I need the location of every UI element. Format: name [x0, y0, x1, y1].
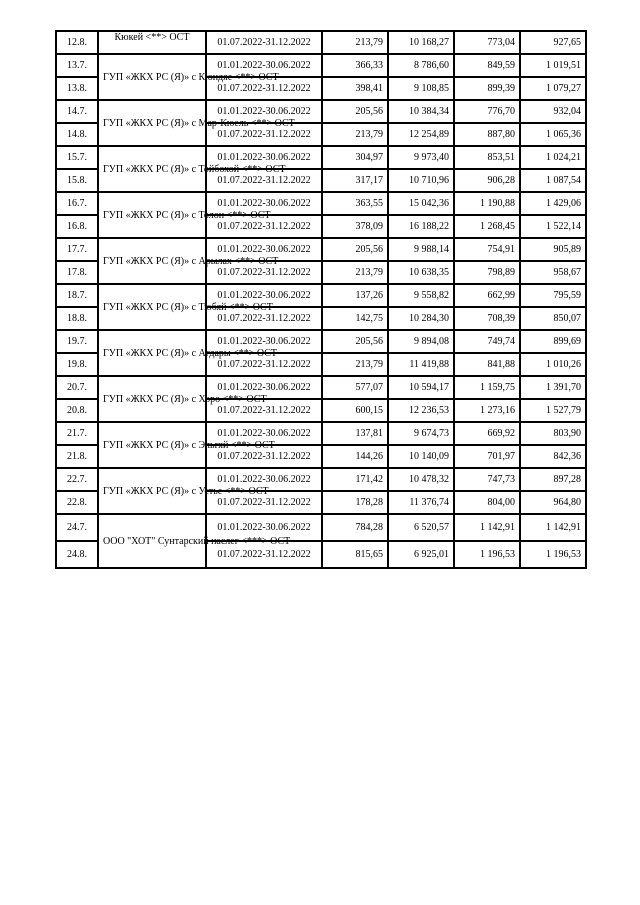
- value-cell-4: 899,69: [520, 330, 586, 353]
- value-cell-3: 1 273,16: [454, 399, 520, 422]
- row-number-cell: 12.8.: [56, 31, 98, 54]
- period-cell: 01.01.2022-30.06.2022: [206, 330, 322, 353]
- period-cell: 01.07.2022-31.12.2022: [206, 169, 322, 192]
- row-number-cell: 17.7.: [56, 238, 98, 261]
- value-cell-1: 304,97: [322, 146, 388, 169]
- value-cell-4: 932,04: [520, 100, 586, 123]
- value-cell-4: 1 087,54: [520, 169, 586, 192]
- value-cell-4: 958,67: [520, 261, 586, 284]
- period-cell: 01.07.2022-31.12.2022: [206, 261, 322, 284]
- row-number-cell: 19.8.: [56, 353, 98, 376]
- value-cell-3: 708,39: [454, 307, 520, 330]
- period-cell: 01.07.2022-31.12.2022: [206, 353, 322, 376]
- row-number-cell: 14.8.: [56, 123, 98, 146]
- period-cell: 01.01.2022-30.06.2022: [206, 468, 322, 491]
- value-cell-4: 803,90: [520, 422, 586, 445]
- table-row: [56, 284, 586, 307]
- period-cell: 01.01.2022-30.06.2022: [206, 100, 322, 123]
- value-cell-1: 213,79: [322, 123, 388, 146]
- value-cell-4: 1 010,26: [520, 353, 586, 376]
- value-cell-2: 6 520,57: [388, 514, 454, 541]
- value-cell-1: 144,26: [322, 445, 388, 468]
- value-cell-2: 9 558,82: [388, 284, 454, 307]
- value-cell-3: 804,00: [454, 491, 520, 514]
- period-cell: 01.07.2022-31.12.2022: [206, 31, 322, 54]
- organization-cell: ГУП «ЖКХ РС (Я)» с Эльгяй <**> ОСТ: [98, 422, 206, 468]
- period-cell: 01.07.2022-31.12.2022: [206, 445, 322, 468]
- row-number-cell: 19.7.: [56, 330, 98, 353]
- value-cell-3: 749,74: [454, 330, 520, 353]
- value-cell-4: 964,80: [520, 491, 586, 514]
- table-row: [56, 146, 586, 169]
- value-cell-4: 1 024,21: [520, 146, 586, 169]
- value-cell-3: 662,99: [454, 284, 520, 307]
- row-number-cell: 24.7.: [56, 514, 98, 541]
- value-cell-2: 10 384,34: [388, 100, 454, 123]
- period-cell: 01.07.2022-31.12.2022: [206, 123, 322, 146]
- value-cell-1: 366,33: [322, 54, 388, 77]
- table-row: [56, 54, 586, 77]
- value-cell-1: 137,81: [322, 422, 388, 445]
- organization-cell: ГУП «ЖКХ РС (Я)» с Кюндяе <**> ОСТ: [98, 54, 206, 100]
- value-cell-4: 1 079,27: [520, 77, 586, 100]
- value-cell-2: 10 594,17: [388, 376, 454, 399]
- value-cell-3: 747,73: [454, 468, 520, 491]
- value-cell-3: 899,39: [454, 77, 520, 100]
- organization-cell: ГУП «ЖКХ РС (Я)» с Агдары <**> ОСТ: [98, 330, 206, 376]
- value-cell-1: 205,56: [322, 100, 388, 123]
- value-cell-3: 754,91: [454, 238, 520, 261]
- table-row: [56, 468, 586, 491]
- value-cell-4: 1 522,14: [520, 215, 586, 238]
- value-cell-1: 378,09: [322, 215, 388, 238]
- period-cell: 01.01.2022-30.06.2022: [206, 422, 322, 445]
- period-cell: 01.07.2022-31.12.2022: [206, 77, 322, 100]
- value-cell-1: 171,42: [322, 468, 388, 491]
- value-cell-1: 600,15: [322, 399, 388, 422]
- value-cell-3: 776,70: [454, 100, 520, 123]
- value-cell-3: 841,88: [454, 353, 520, 376]
- row-number-cell: 18.8.: [56, 307, 98, 330]
- row-number-cell: 16.7.: [56, 192, 98, 215]
- value-cell-1: 178,28: [322, 491, 388, 514]
- value-cell-4: 850,07: [520, 307, 586, 330]
- value-cell-2: 15 042,36: [388, 192, 454, 215]
- value-cell-1: 784,28: [322, 514, 388, 541]
- value-cell-4: 1 196,53: [520, 541, 586, 568]
- value-cell-4: 1 019,51: [520, 54, 586, 77]
- value-cell-1: 213,79: [322, 31, 388, 54]
- value-cell-2: 9 894,08: [388, 330, 454, 353]
- period-cell: 01.07.2022-31.12.2022: [206, 399, 322, 422]
- value-cell-4: 1 429,06: [520, 192, 586, 215]
- value-cell-1: 577,07: [322, 376, 388, 399]
- row-number-cell: 13.7.: [56, 54, 98, 77]
- value-cell-2: 12 254,89: [388, 123, 454, 146]
- value-cell-1: 142,75: [322, 307, 388, 330]
- period-cell: 01.07.2022-31.12.2022: [206, 541, 322, 568]
- value-cell-1: 137,26: [322, 284, 388, 307]
- table-row: [56, 31, 586, 54]
- row-number-cell: 18.7.: [56, 284, 98, 307]
- value-cell-2: 11 376,74: [388, 491, 454, 514]
- value-cell-2: 6 925,01: [388, 541, 454, 568]
- table-row: [56, 376, 586, 399]
- period-cell: 01.07.2022-31.12.2022: [206, 307, 322, 330]
- organization-cell: ГУП «ЖКХ РС (Я)» с Арылах <**> ОСТ: [98, 238, 206, 284]
- row-number-cell: 15.8.: [56, 169, 98, 192]
- period-cell: 01.01.2022-30.06.2022: [206, 376, 322, 399]
- value-cell-3: 1 268,45: [454, 215, 520, 238]
- value-cell-2: 9 973,40: [388, 146, 454, 169]
- value-cell-3: 1 196,53: [454, 541, 520, 568]
- organization-cell: ГУП «ЖКХ РС (Я)» с Устье <**> ОСТ: [98, 468, 206, 514]
- period-cell: 01.07.2022-31.12.2022: [206, 491, 322, 514]
- value-cell-4: 905,89: [520, 238, 586, 261]
- period-cell: 01.01.2022-30.06.2022: [206, 192, 322, 215]
- row-number-cell: 20.8.: [56, 399, 98, 422]
- value-cell-3: 1 159,75: [454, 376, 520, 399]
- tariff-table: [55, 30, 587, 569]
- value-cell-4: 842,36: [520, 445, 586, 468]
- row-number-cell: 21.8.: [56, 445, 98, 468]
- table-row: [56, 514, 586, 541]
- row-number-cell: 15.7.: [56, 146, 98, 169]
- table-row: [56, 330, 586, 353]
- row-number-cell: 16.8.: [56, 215, 98, 238]
- value-cell-4: 1 142,91: [520, 514, 586, 541]
- value-cell-4: 795,59: [520, 284, 586, 307]
- value-cell-3: 853,51: [454, 146, 520, 169]
- value-cell-2: 10 478,32: [388, 468, 454, 491]
- value-cell-2: 10 168,27: [388, 31, 454, 54]
- organization-cell: ГУП «ЖКХ РС (Я)» с Тойбохой <**> ОСТ: [98, 146, 206, 192]
- table-row: [56, 422, 586, 445]
- value-cell-1: 213,79: [322, 353, 388, 376]
- row-number-cell: 17.8.: [56, 261, 98, 284]
- value-cell-3: 1 190,88: [454, 192, 520, 215]
- value-cell-3: 1 142,91: [454, 514, 520, 541]
- value-cell-4: 1 065,36: [520, 123, 586, 146]
- row-number-cell: 13.8.: [56, 77, 98, 100]
- period-cell: 01.01.2022-30.06.2022: [206, 54, 322, 77]
- period-cell: 01.01.2022-30.06.2022: [206, 284, 322, 307]
- value-cell-4: 1 527,79: [520, 399, 586, 422]
- period-cell: 01.07.2022-31.12.2022: [206, 215, 322, 238]
- table-row: [56, 192, 586, 215]
- value-cell-1: 205,56: [322, 238, 388, 261]
- value-cell-3: 849,59: [454, 54, 520, 77]
- value-cell-2: 10 710,96: [388, 169, 454, 192]
- value-cell-4: 1 391,70: [520, 376, 586, 399]
- value-cell-2: 16 188,22: [388, 215, 454, 238]
- value-cell-1: 815,65: [322, 541, 388, 568]
- value-cell-3: 887,80: [454, 123, 520, 146]
- period-cell: 01.01.2022-30.06.2022: [206, 514, 322, 541]
- value-cell-3: 669,92: [454, 422, 520, 445]
- value-cell-2: 10 140,09: [388, 445, 454, 468]
- organization-cell: ГУП «ЖКХ РС (Я)» с Толон <**> ОСТ: [98, 192, 206, 238]
- row-number-cell: 22.7.: [56, 468, 98, 491]
- tariff-table-body: [56, 31, 586, 568]
- value-cell-2: 12 236,53: [388, 399, 454, 422]
- value-cell-1: 398,41: [322, 77, 388, 100]
- row-number-cell: 22.8.: [56, 491, 98, 514]
- value-cell-3: 773,04: [454, 31, 520, 54]
- row-number-cell: 20.7.: [56, 376, 98, 399]
- value-cell-2: 10 638,35: [388, 261, 454, 284]
- value-cell-1: 363,55: [322, 192, 388, 215]
- table-row: [56, 100, 586, 123]
- value-cell-2: 9 674,73: [388, 422, 454, 445]
- value-cell-4: 927,65: [520, 31, 586, 54]
- value-cell-2: 8 786,60: [388, 54, 454, 77]
- organization-cell: ГУП «ЖКХ РС (Я)» с Хоро <**> ОСТ: [98, 376, 206, 422]
- table-row: [56, 238, 586, 261]
- period-cell: 01.01.2022-30.06.2022: [206, 238, 322, 261]
- value-cell-3: 701,97: [454, 445, 520, 468]
- value-cell-4: 897,28: [520, 468, 586, 491]
- value-cell-3: 906,28: [454, 169, 520, 192]
- organization-cell: ГУП «ЖКХ РС (Я)» с Мар-Кюель <**> ОСТ: [98, 100, 206, 146]
- row-number-cell: 21.7.: [56, 422, 98, 445]
- value-cell-2: 9 988,14: [388, 238, 454, 261]
- value-cell-1: 205,56: [322, 330, 388, 353]
- value-cell-2: 9 108,85: [388, 77, 454, 100]
- organization-cell: Кюкей <**> ОСТ: [98, 31, 206, 54]
- value-cell-2: 10 284,30: [388, 307, 454, 330]
- period-cell: 01.01.2022-30.06.2022: [206, 146, 322, 169]
- organization-cell: ООО "ХОТ" Сунтарский наслег <***> ОСТ: [98, 514, 206, 568]
- value-cell-1: 317,17: [322, 169, 388, 192]
- row-number-cell: 24.8.: [56, 541, 98, 568]
- value-cell-2: 11 419,88: [388, 353, 454, 376]
- value-cell-1: 213,79: [322, 261, 388, 284]
- organization-cell: ГУП «ЖКХ РС (Я)» с Тюбяй <**> ОСТ: [98, 284, 206, 330]
- value-cell-3: 798,89: [454, 261, 520, 284]
- row-number-cell: 14.7.: [56, 100, 98, 123]
